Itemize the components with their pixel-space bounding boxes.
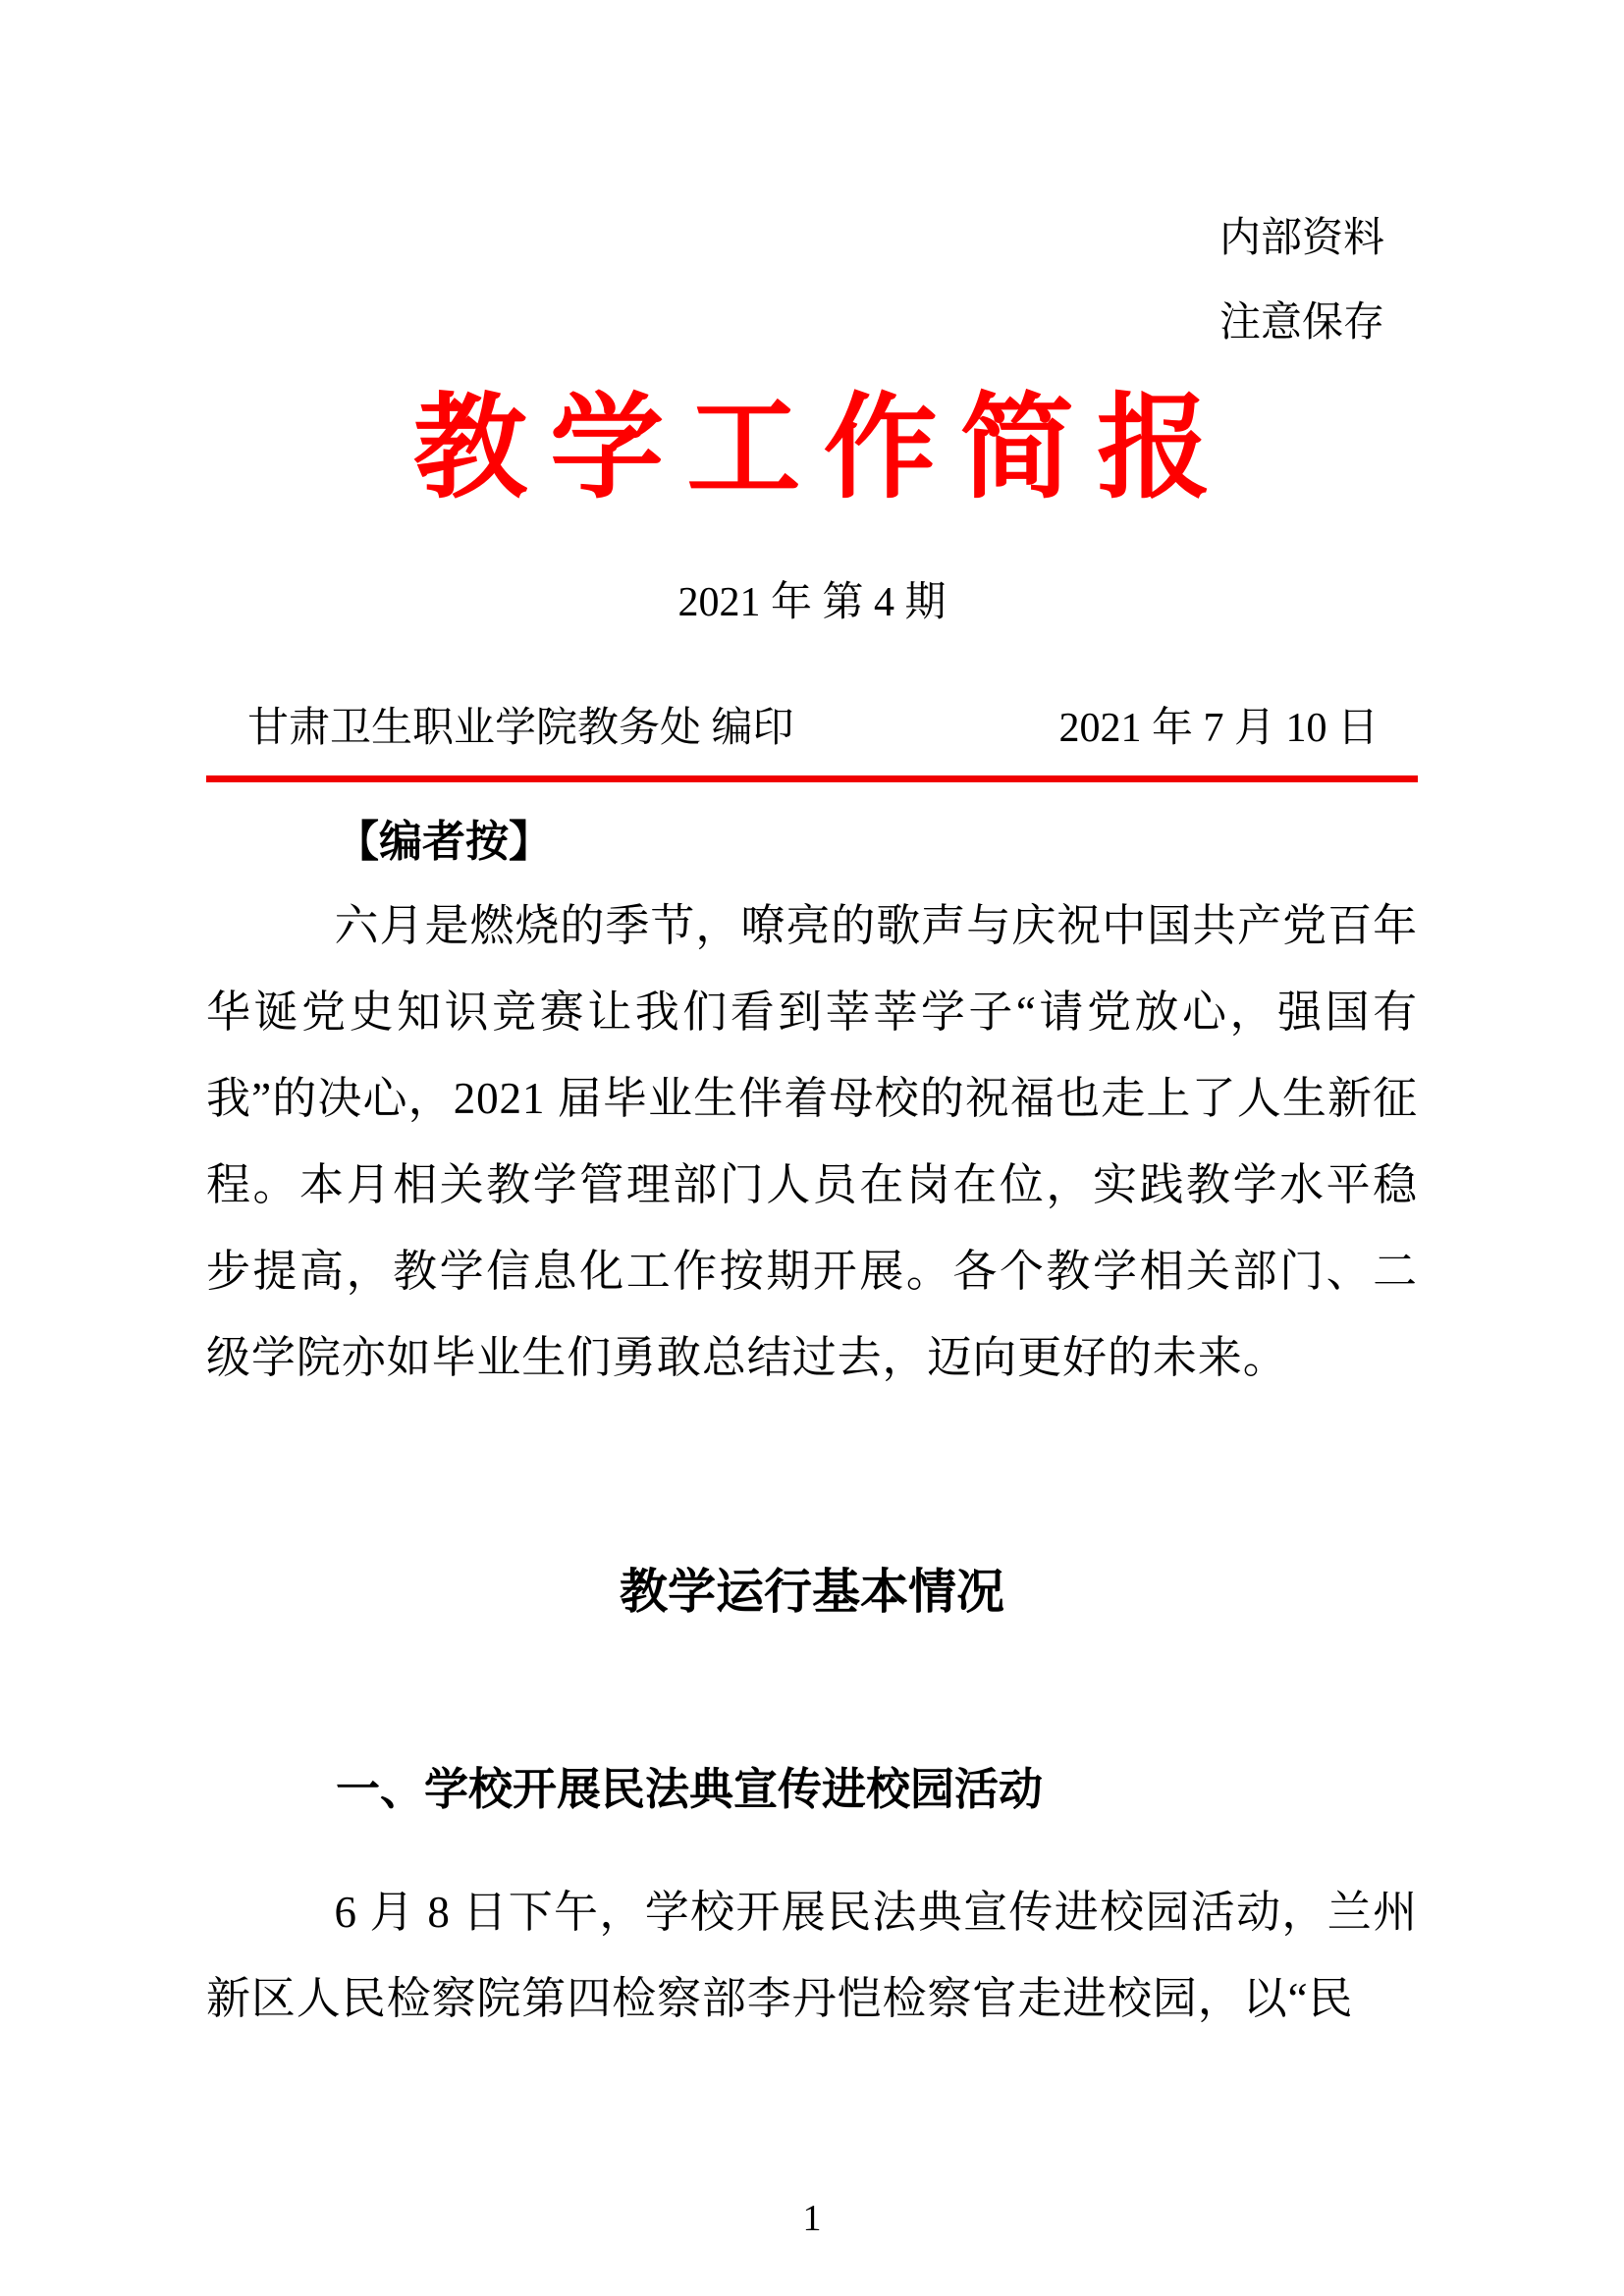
confidential-notice — [206, 196, 1418, 365]
publish-date: 2021 年 7 月 10 日 — [1058, 706, 1379, 751]
issue-number: 2021 年 第 4 期 — [677, 580, 947, 625]
body-paragraph-civil-code: 6 月 8 日下午，学校开展民法典宣传进校园活动，兰州新区人民检察院第四检察部李丹恺检察官走进校园，以“民 — [206, 1888, 1418, 2023]
editor-note-label: 【编者按】 — [336, 818, 552, 866]
red-divider-rule — [206, 775, 1418, 782]
bulletin-title: 教学工作简报 — [412, 387, 1234, 512]
subsection-heading-civil-code-activity: 一、学校开展民法典宣传进校园活动 — [336, 1765, 1044, 1814]
page-number: 1 — [802, 2198, 822, 2239]
section-heading-teaching-operation: 教学运行基本情况 — [619, 1566, 1004, 1619]
publisher-name: 甘肃卫生职业学院教务处 编印 — [247, 706, 794, 751]
editor-note-paragraph: 六月是燃烧的季节，嘹亮的歌声与庆祝中国共产党百年华诞党史知识竞赛让我们看到莘莘学子“请党放心，强国有我”的决心，2021 届毕业生伴着母校的祝福也走上了人生新征程。本月相关教学管理部门人员在岗在位，实践教学水平稳步提高，教学信息化工作按期开展。各个教学相关部门、二级学院亦如毕业生们勇敢总结过去，迈向更好的未来。 — [206, 901, 1418, 1382]
notice-keep-safe: 注意保存 — [1218, 300, 1384, 346]
publisher-row — [206, 707, 1418, 750]
notice-internal-material: 内部资料 — [1218, 216, 1384, 261]
